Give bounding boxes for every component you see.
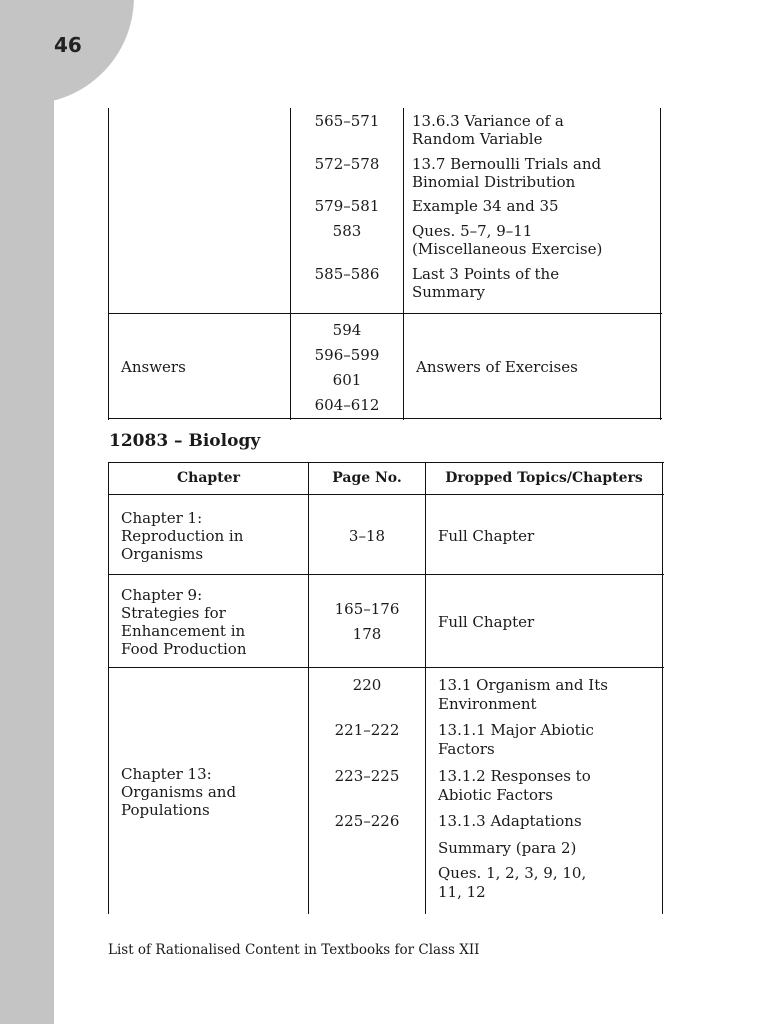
table-cell-page: 3–18 [348,527,386,545]
table-cell-topic: 13.1.2 Responses to Abiotic Factors [438,767,591,804]
table1-line [108,313,662,314]
table-cell-topic: 13.6.3 Variance of a Random Variable [412,112,564,148]
table-cell-topic: Summary (para 2) [438,839,577,857]
table-cell-topic: 13.1 Organism and Its Environment [438,676,608,713]
table-cell-page: 221–222 [334,721,400,739]
table2-line [108,667,664,668]
table-cell-topic: Example 34 and 35 [412,197,559,215]
table-cell-page: 579–581 [314,197,380,215]
table1-line [108,108,109,420]
table-cell-page: 220 [352,676,382,694]
table-cell-page: 601 [332,371,362,389]
table2-line [108,574,664,575]
table-cell-chapter: Chapter 13: Organisms and Populations [121,765,237,819]
side-margin-bar [0,0,54,1024]
page-number: 46 [54,33,82,57]
table1-line [660,108,661,420]
table-cell-page: 565–571 [314,112,380,130]
table-cell-page: 178 [352,625,382,643]
table-cell-topic: 13.1.1 Major Abiotic Factors [438,721,594,758]
page-footer: List of Rationalised Content in Textbooks for Class XII [108,942,480,958]
table-cell-topic: Ques. 1, 2, 3, 9, 10, 11, 12 [438,864,587,901]
section-title: 12083 – Biology [109,431,261,451]
table-cell-page: 223–225 [334,767,400,785]
table1-line [108,418,662,419]
table-cell-topic: Ques. 5–7, 9–11 (Miscellaneous Exercise) [412,222,603,258]
table-cell-topic: Full Chapter [438,527,535,545]
table2-line [662,462,663,914]
table-cell-topic: Answers of Exercises [416,358,578,376]
table-cell-page: 583 [332,222,362,240]
table-cell-page: 572–578 [314,155,380,173]
table-cell-page: 165–176 [334,600,400,618]
table-cell-page: 585–586 [314,265,380,283]
table-cell-chapter: Chapter 9: Strategies for Enhancement in Food Production [121,586,247,658]
table2-line [425,462,426,914]
table-cell-page: 596–599 [314,346,380,364]
table-cell-page: 225–226 [334,812,400,830]
table1-line [403,108,404,420]
column-header-chapter: Chapter [177,470,240,486]
column-header-dropped-topics: Dropped Topics/Chapters [445,470,643,486]
table2-line [108,462,664,463]
table-cell-topic: 13.7 Bernoulli Trials and Binomial Distribution [412,155,602,191]
table-cell-page: 604–612 [314,396,380,414]
table-cell-topic: Full Chapter [438,613,535,631]
table-cell-topic: Last 3 Points of the Summary [412,265,560,301]
table-cell-page: 594 [332,321,362,339]
table-cell-topic: 13.1.3 Adaptations [438,812,582,830]
table2-line [108,462,109,914]
table-cell-chapter: Answers [121,358,186,376]
table2-line [108,494,664,495]
column-header-page-no: Page No. [332,470,402,486]
table-cell-chapter: Chapter 1: Reproduction in Organisms [121,509,244,563]
